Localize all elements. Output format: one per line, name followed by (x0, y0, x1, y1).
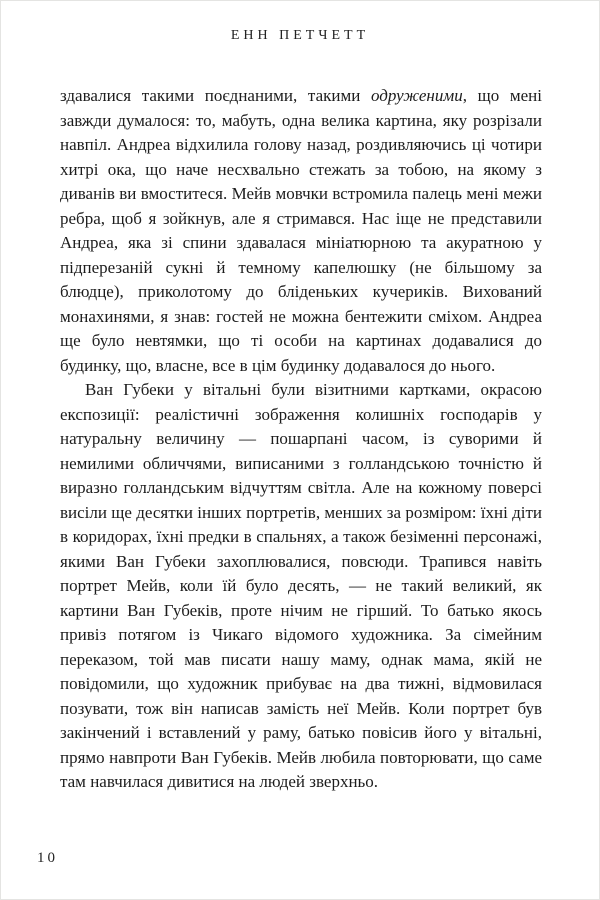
paragraph (60, 84, 542, 378)
paragraph-text: , що мені завжди думалося: то, мабуть, одна велика картина, яку розрізали навпіл. Андреа відхилила голову назад, роздивляючись ці чотири хитрі ока, що наче несхвально стежать за тобою, на якому з диванів ви вмоститеся. Мейв мовчки встромила палець мені межи ребра, щоб я зойкнув, але я стримався. Нас іще не представили Андреа, яка зі спини здавалася мініатюрною та акуратною у підперезаній сукні й темному капелюшку (не більшому за блюдце), приколотому до бліденьких кучериків. Вихований монахинями, я знав: гостей не можна бентежити сміхом. Андреа ще було невтямки, що ті особи на картинах додавалися до будинку, що, власне, все в цім будинку додавалося до нього. (60, 86, 543, 375)
running-header: ЕНН ПЕТЧЕТТ (230, 28, 370, 43)
paragraph-text: здавалися такими поєднаними, такими (60, 86, 371, 105)
page-number: 10 (37, 850, 58, 866)
text-block (60, 84, 542, 795)
italic-word: одруженими (371, 86, 463, 105)
paragraph: Ван Губеки у вітальні були візитними картками, окрасою експозиції: реалістичні зображення колишніх господарів у натуральну величину — пошарпані часом, із суворими й немилими обличчями, виписаними з голландською точністю й виразно голландським відчуттям світла. Але на кожному поверсі висіли ще десятки інших портретів, менших за розміром: їхні діти в коридорах, їхні предки в спальнях, а також безіменні персонажі, якими Ван Губеки захоплювалися, повсюди. Трапився навіть портрет Мейв, коли їй було десять, — не такий великий, як картини Ван Губеків, проте нічим не гірший. То батько якось привіз потягом із Чикаго відомого художника. За сімейним переказом, той мав писати нашу маму, однак мама, якій не повідомили, що художник прибуває на два тижні, відмовилася позувати, тож він написав замість неї Мейв. Коли портрет був закінчений і вставлений у раму, батько повісив його у вітальні, прямо навпроти Ван Губеків. Мейв любила повторювати, що саме там навчилася дивитися на людей зверхньо. (60, 380, 542, 791)
